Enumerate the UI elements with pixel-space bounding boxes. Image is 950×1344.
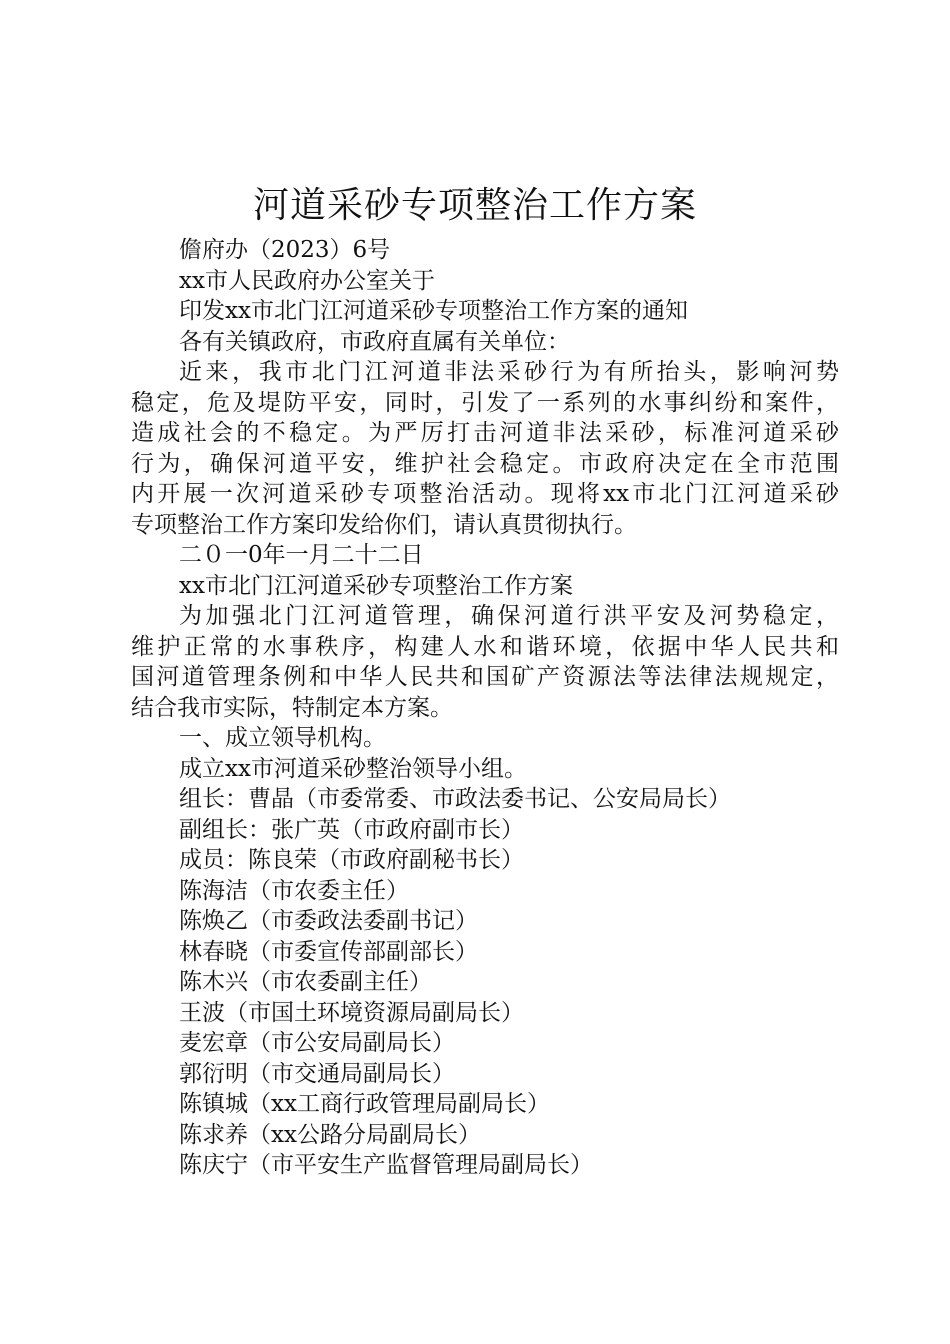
member-line: 陈木兴（市农委副主任） (179, 969, 432, 995)
intro-line: 近来，我市北门江河道非法采砂行为有所抬头，影响河势 (179, 359, 839, 385)
intro-line: 行为，确保河道平安，维护社会稳定。市政府决定在全市范围 (131, 450, 839, 477)
header-line-2: 印发xx市北门江河道采砂专项整治工作方案的通知 (179, 298, 688, 324)
member-line: 郭衍明（市交通局副局长） (179, 1060, 455, 1087)
issue-date: 二０一0年一月二十二日 (179, 542, 424, 568)
document-body (131, 235, 839, 1181)
purpose-line: 结合我市实际，特制定本方案。 (131, 694, 453, 721)
intro-line: 造成社会的不稳定。为严厉打击河道非法采砂，标准河道采砂 (131, 420, 839, 446)
addressee: 各有关镇政府，市政府直属有关单位： (179, 328, 570, 355)
member-line: 陈海洁（市农委主任） (179, 877, 409, 904)
member-line: 陈焕乙（市委政法委副书记） (179, 908, 478, 934)
document-title: 河道采砂专项整治工作方案 (252, 185, 697, 226)
intro-line: 专项整治工作方案印发给你们，请认真贯彻执行。 (131, 511, 637, 538)
purpose-line: 为加强北门江河道管理，确保河道行洪平安及河势稳定， (179, 603, 839, 629)
member-line: 陈镇城（xx工商行政管理局副局长） (179, 1091, 550, 1117)
intro-line: 内开展一次河道采砂专项整治活动。现将xx市北门江河道采砂 (131, 481, 839, 507)
member-line: 成员：陈良荣（市政府副秘书长） (179, 847, 524, 873)
doc-number: 儋府办（2023）6号 (179, 237, 391, 263)
plan-title: xx市北门江河道采砂专项整治工作方案 (179, 572, 573, 599)
intro-paragraph (131, 357, 839, 540)
purpose-line: 国河道管理条例和中华人民共和国矿产资源法等法律法规规定， (131, 664, 839, 690)
member-line: 副组长：张广英（市政府副市长） (179, 816, 524, 843)
purpose-line: 维护正常的水事秩序，构建人水和谐环境，依据中华人民共和 (131, 633, 839, 660)
intro-line: 稳定，危及堤防平安，同时，引发了一系列的水事纠纷和案件， (131, 389, 839, 416)
member-line: 王波（市国土环境资源局副局长） (179, 999, 524, 1026)
member-line: 麦宏章（市公安局副局长） (179, 1030, 455, 1056)
header-line-1: xx市人民政府办公室关于 (179, 267, 435, 294)
member-line: 组长：曹晶（市委常委、市政法委书记、公安局局长） (179, 786, 731, 812)
group-intro: 成立xx市河道采砂整治领导小组。 (179, 755, 527, 782)
purpose-paragraph (131, 601, 839, 723)
member-line: 林春晓（市委宣传部副部长） (179, 938, 478, 965)
section-heading-1: 一、成立领导机构。 (179, 725, 386, 751)
member-line: 陈庆宁（市平安生产监督管理局副局长） (179, 1152, 593, 1178)
member-line: 陈求养（xx公路分局副局长） (179, 1121, 481, 1148)
